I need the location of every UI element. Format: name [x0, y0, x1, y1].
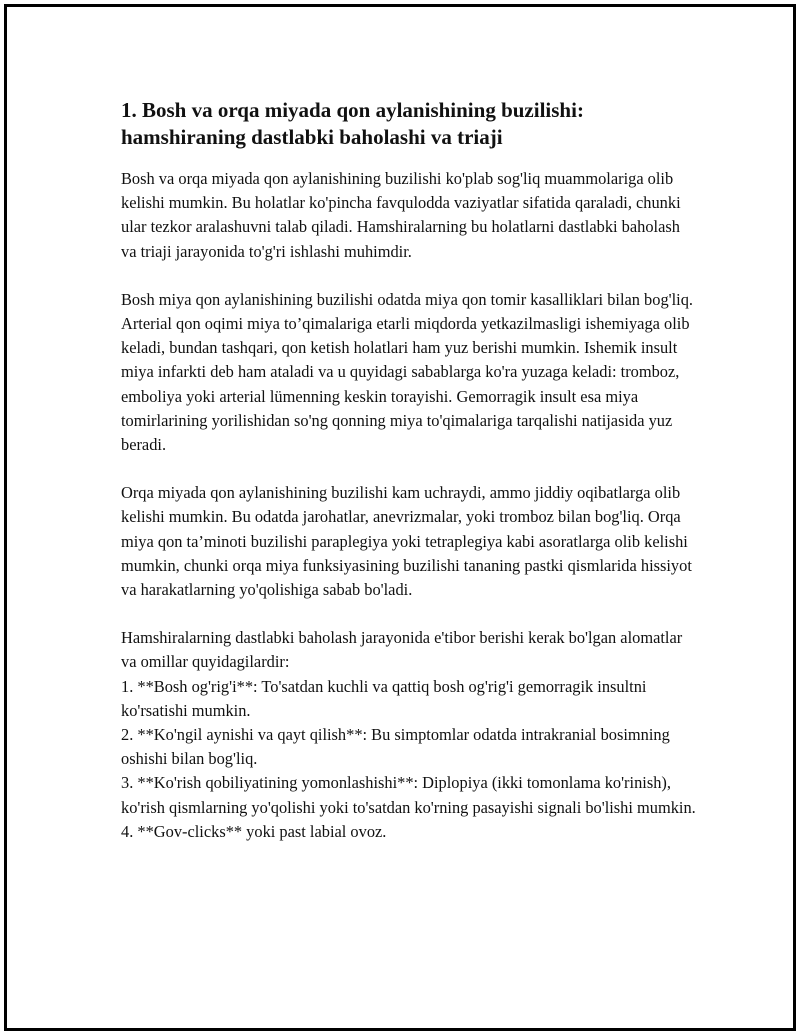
list-item: 2. **Ko'ngil aynishi va qayt qilish**: Bu simptomlar odatda intrakranial bosimning oshishi bilan bog'liq. — [121, 725, 670, 769]
list-item: 4. **Gov-clicks** yoki past labial ovoz. — [121, 821, 387, 841]
symptom-list — [121, 675, 697, 844]
document-title: 1. Bosh va orqa miyada qon aylanishining buzilishi: hamshiraning dastlabki baholashi va triaji — [121, 98, 584, 149]
paragraph-spinal: Orqa miyada qon aylanishining buzilishi kam uchraydi, ammo jiddiy oqibatlarga olib kelishi mumkin. Bu odatda jarohatlar, anevrizmalar, yoki tromboz bilan bog'liq. Orqa miya qon ta’minoti buzilishi paraplegiya yoki tetraplegiya kabi asoratlarga olib kelishi mumkin, chunki orqa miya funksiyasining buzilishi tananing pastki qismlarida hissiyot va harakatlarning yo'qolishiga sabab bo'ladi. — [121, 483, 692, 600]
document-body — [121, 97, 697, 844]
list-item: 3. **Ko'rish qobiliyatining yomonlashishi**: Diplopiya (ikki tomonlama ko'rinish), ko'rish qismlarning yo'qolishi yoki to'satdan ko'rning pasayishi signali bo'lishi mumkin. — [121, 773, 696, 817]
page-frame — [4, 4, 796, 1031]
paragraph-intro: Bosh va orqa miyada qon aylanishining buzilishi ko'plab sog'liq muammolariga olib kelishi mumkin. Bu holatlar ko'pincha favqulodda vaziyatlar sifatida qaraladi, chunki ular tezkor aralashuvni talab qiladi. Hamshiralarning bu holatlarni dastlabki baholash va triaji jarayonida to'g'ri ishlashi muhimdir. — [121, 169, 681, 261]
list-item: 1. **Bosh og'rig'i**: To'satdan kuchli va qattiq bosh og'rig'i gemorragik insultni ko'rsatishi mumkin. — [121, 676, 647, 720]
list-intro: Hamshiralarning dastlabki baholash jarayonida e'tibor berishi kerak bo'lgan alomatlar va omillar quyidagilardir: — [121, 628, 683, 672]
paragraph-brain: Bosh miya qon aylanishining buzilishi odatda miya qon tomir kasalliklari bilan bog'liq. Arterial qon oqimi miya to’qimalariga etarli miqdorda yetkazilmasligi ishemiyaga olib keladi, bundan tashqari, qon ketish holatlari ham yuz berishi mumkin. Ishemik insult miya infarkti deb ham ataladi va u quyidagi sabablarga ko'ra yuzaga keladi: tromboz, emboliya yoki arterial lümenning keskin torayishi. Gemorragik insult esa miya tomirlarining yorilishidan so'ng qonning miya to'qimalariga tarqalishi natijasida yuz beradi. — [121, 289, 693, 455]
